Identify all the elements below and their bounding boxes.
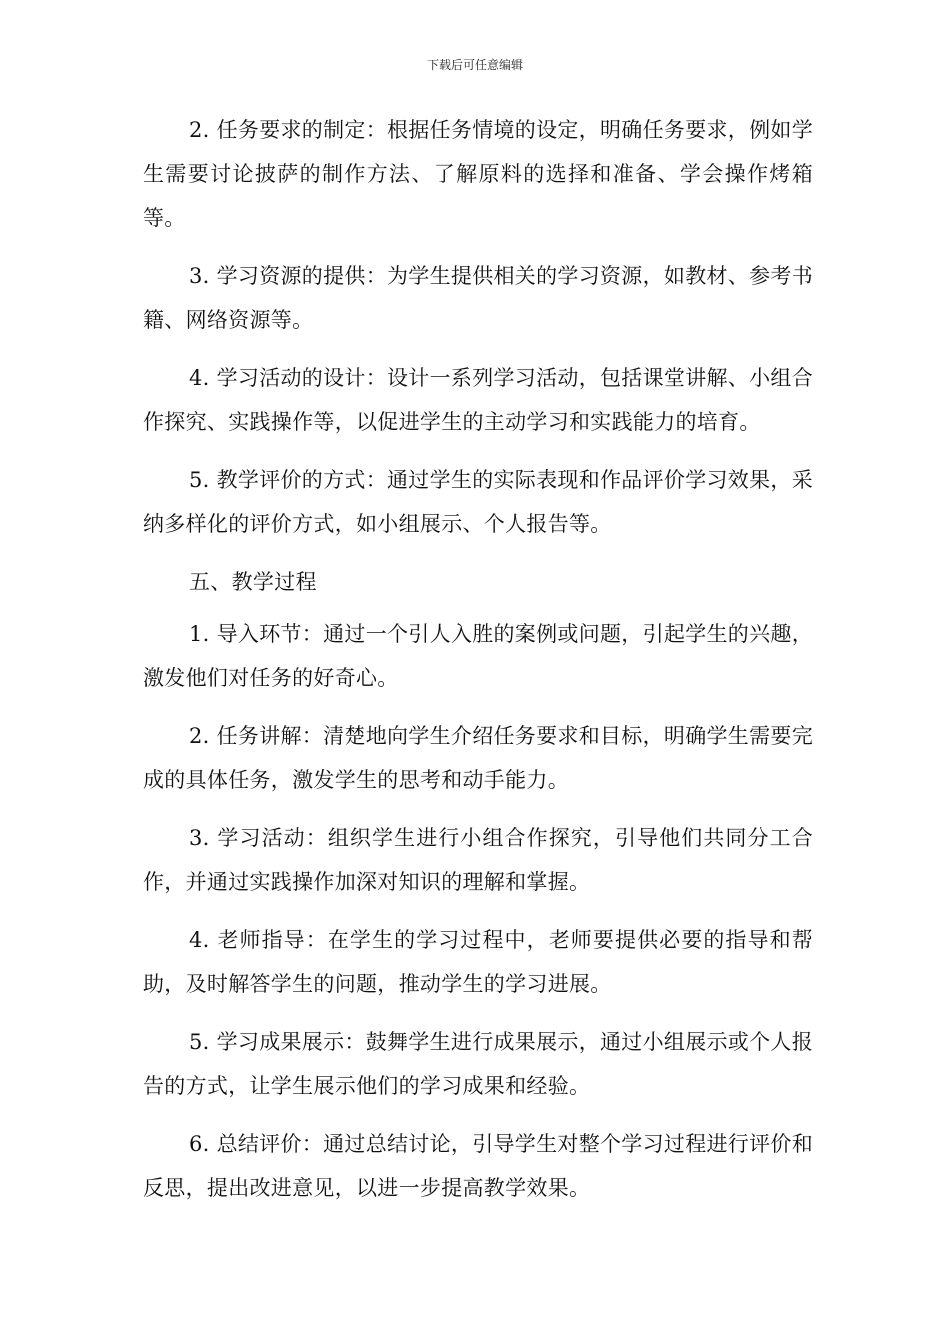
paragraph-teacher-guidance: 4. 老师指导：在学生的学习过程中，老师要提供必要的指导和帮助，及时解答学生的问题，推动学生的学习进展。 <box>143 928 813 996</box>
paragraph-introduction: 1. 导入环节：通过一个引人入胜的案例或问题，引起学生的兴趣，激发他们对任务的好奇心。 <box>143 622 814 690</box>
paragraph-activity-design: 4. 学习活动的设计：设计一系列学习活动，包括课堂讲解、小组合作探究、实践操作等，以促进学生的主动学习和实践能力的培育。 <box>143 366 814 434</box>
paragraph-learning-activities: 3. 学习活动：组织学生进行小组合作探究，引导他们共同分工合作，并通过实践操作加深对知识的理解和掌握。 <box>143 826 813 894</box>
paragraph-learning-resources: 3. 学习资源的提供：为学生提供相关的学习资源，如教材、参考书籍、网络资源等。 <box>143 264 814 332</box>
paragraph-results-showcase: 5. 学习成果展示：鼓舞学生进行成果展示，通过小组展示或个人报告的方式，让学生展示他们的学习成果和经验。 <box>143 1030 814 1098</box>
paragraph-task-requirements: 2. 任务要求的制定：根据任务情境的设定，明确任务要求，例如学生需要讨论披萨的制作方法、了解原料的选择和准备、学会操作烤箱等。 <box>143 118 814 230</box>
page-header: 下载后可任意编辑 <box>426 58 523 72</box>
paragraph-task-explanation: 2. 任务讲解：清楚地向学生介绍任务要求和目标，明确学生需要完成的具体任务，激发学生的思考和动手能力。 <box>143 724 814 792</box>
paragraph-evaluation-method: 5. 教学评价的方式：通过学生的实际表现和作品评价学习效果，采纳多样化的评价方式，如小组展示、个人报告等。 <box>143 468 814 536</box>
paragraph-summary-evaluation: 6. 总结评价：通过总结讨论，引导学生对整个学习过程进行评价和反思，提出改进意见，以进一步提高教学效果。 <box>143 1132 814 1200</box>
document-body <box>143 108 813 1224</box>
section-heading-teaching-process: 五、教学过程 <box>189 570 317 594</box>
